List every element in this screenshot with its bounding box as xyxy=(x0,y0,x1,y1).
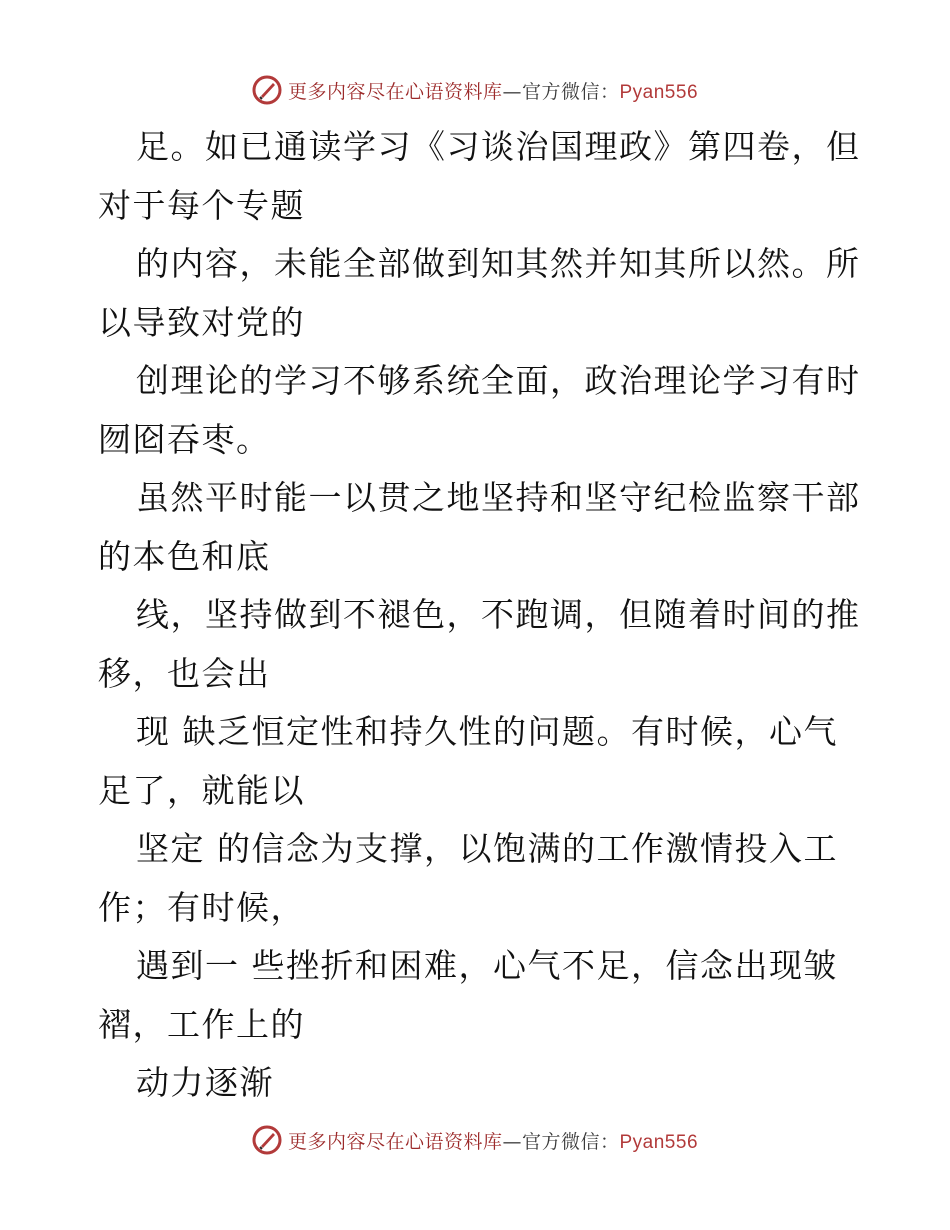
body-line: 坚定 的信念为支撑，以饱满的工作激情投入工 xyxy=(136,829,838,868)
body-line: 动力逐渐 xyxy=(136,1063,274,1102)
banner-main: 更多内容尽在心语资料库 xyxy=(287,1130,503,1153)
quill-seal-logo-icon xyxy=(252,75,282,105)
body-line: 的本色和底 xyxy=(98,536,271,576)
body-line: 现 缺乏恒定性和持久性的问题。有时候，心气 xyxy=(136,712,838,751)
banner-wechat-label: 官方微信： xyxy=(521,1130,620,1153)
body-line: 褶，工作上的 xyxy=(98,1004,305,1044)
banner-text xyxy=(288,77,698,104)
body-line: 对于每个专题 xyxy=(98,185,305,225)
quill-seal-logo-icon xyxy=(252,1125,282,1155)
banner-wechat-id: Pyan556 xyxy=(619,1131,699,1153)
body-line: 虽然平时能一以贯之地坚持和坚守纪检监察干部 xyxy=(136,478,861,517)
banner-sep: — xyxy=(502,1130,522,1153)
body-line: 足。如已通读学习《习谈治国理政》第四卷，但 xyxy=(136,127,861,166)
banner-wechat-id: Pyan556 xyxy=(619,81,699,103)
body-line: 创理论的学习不够系统全面，政治理论学习有时 xyxy=(136,361,861,400)
body-line: 移，也会出 xyxy=(98,653,271,693)
body-line: 线，坚持做到不褪色，不跑调，但随着时间的推 xyxy=(136,595,861,634)
body-line: 作；有时候， xyxy=(98,887,305,927)
body-line: 足了，就能以 xyxy=(98,770,305,810)
body-line: 以导致对党的 xyxy=(98,302,305,342)
banner-main: 更多内容尽在心语资料库 xyxy=(287,80,503,103)
document-body xyxy=(98,118,861,1113)
footer-banner xyxy=(0,1120,950,1160)
header-banner xyxy=(0,70,950,110)
body-line: 遇到一 些挫折和困难，心气不足，信念出现皱 xyxy=(136,946,838,985)
banner-text xyxy=(288,1127,698,1154)
body-line: 的内容，未能全部做到知其然并知其所以然。所 xyxy=(136,244,861,283)
banner-sep: — xyxy=(502,80,522,103)
body-line: 囫囵吞枣。 xyxy=(98,419,271,459)
banner-wechat-label: 官方微信： xyxy=(521,80,620,103)
